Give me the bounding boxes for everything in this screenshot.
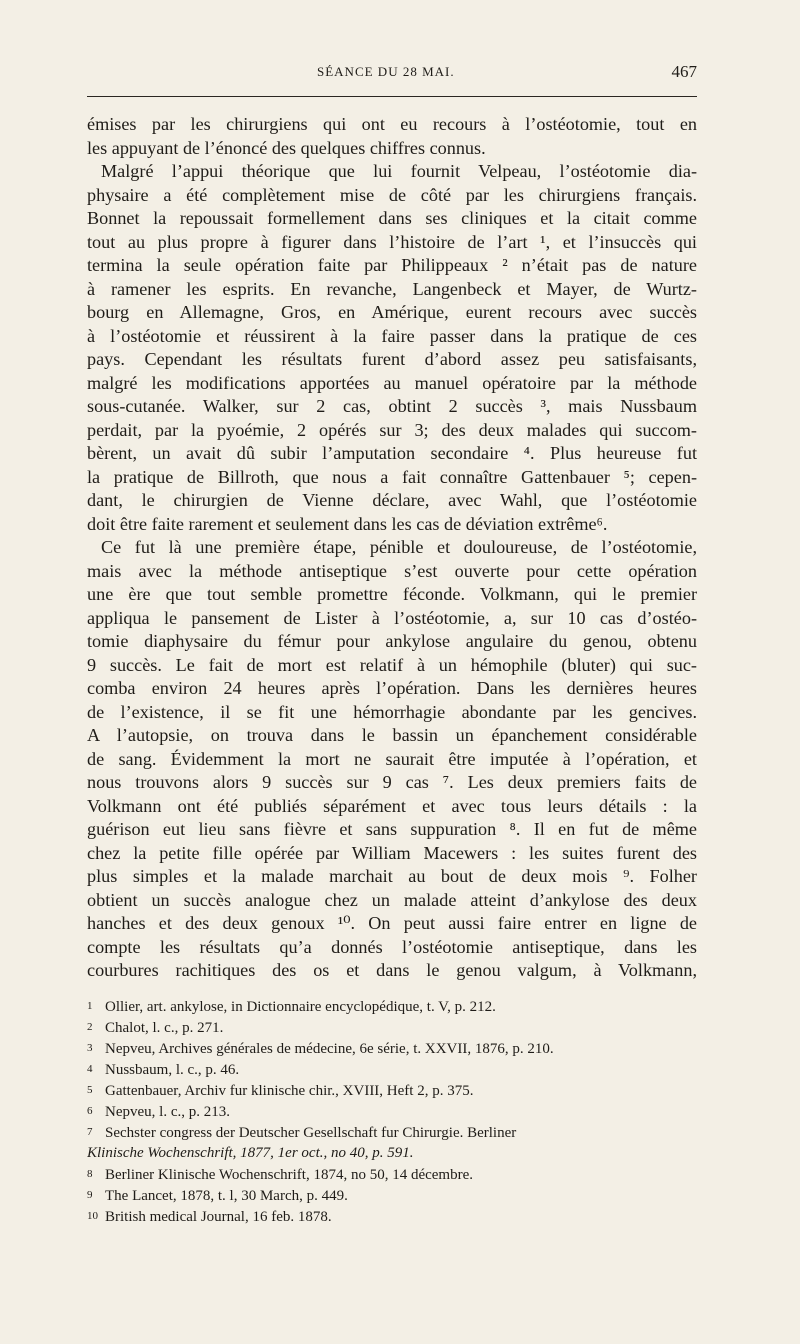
footnote-number: 8 <box>87 1168 93 1180</box>
text-line: tout au plus propre à figurer dans l’histoire de l’art ¹, et l’insuccès qui <box>87 231 697 252</box>
footnotes <box>87 996 707 1227</box>
text-line: termina la seule opération faite par Philippeaux ² n’était pas de nature <box>87 255 697 275</box>
text-line: Volkmann ont été publiés séparément et avec tous leurs détails : la <box>87 795 697 816</box>
footnote-text: Sechster congress der Deutscher Gesellschaft fur Chirurgie. Berliner <box>105 1125 517 1141</box>
text-line: la pratique de Billroth, que nous a fait connaître Gattenbauer ⁵; cepen- <box>87 466 697 487</box>
text-line: obtient un succès analogue chez un malade atteint d’ankylose des deux <box>87 889 697 910</box>
body-text <box>87 113 697 983</box>
text-line: émises par les chirurgiens qui ont eu recours à l’ostéotomie, tout en <box>87 114 697 134</box>
text-line: Malgré l’appui théorique que lui fournit Velpeau, l’ostéotomie dia- <box>101 161 697 181</box>
footnote-text: Berliner Klinische Wochenschrift, 1874, no 50, 14 décembre. <box>105 1167 473 1183</box>
text-line: nous trouvons alors 9 succès sur 9 cas ⁷. Les deux premiers faits de <box>87 772 697 792</box>
footnote-number: 4 <box>87 1063 93 1075</box>
footnote-text: Nepveu, l. c., p. 213. <box>105 1104 230 1120</box>
text-line: hanches et des deux genoux ¹⁰. On peut aussi faire entrer en ligne de <box>87 913 697 933</box>
footnote-text: Chalot, l. c., p. 271. <box>105 1020 224 1036</box>
footnote-number: 2 <box>87 1021 93 1033</box>
footnote-text: Ollier, art. ankylose, in Dictionnaire encyclopédique, t. V, p. 212. <box>105 999 496 1015</box>
footnote <box>87 1017 707 1038</box>
text-line: courbures rachitiques des os et dans le genou valgum, à Volkmann, <box>87 960 697 980</box>
text-line: physaire a été complètement mise de côté par les chirurgiens français. <box>87 184 697 205</box>
footnote-number: 9 <box>87 1189 93 1201</box>
footnote-number: 6 <box>87 1105 93 1117</box>
footnote-continuation <box>87 1143 707 1164</box>
footnote <box>87 1185 707 1206</box>
footnote-number: 3 <box>87 1042 93 1054</box>
footnote <box>87 996 707 1017</box>
footnote-number: 5 <box>87 1084 93 1096</box>
text-line: les appuyant de l’énoncé des quelques chiffres connus. <box>87 137 486 158</box>
footnote-number: 10 <box>87 1210 98 1222</box>
page-number: 467 <box>671 62 697 81</box>
text-line: Bonnet la repoussait formellement dans ses cliniques et la citait comme <box>87 208 697 228</box>
footnote-number: 7 <box>87 1126 93 1138</box>
text-line: malgré les modifications apportées au manuel opératoire par la méthode <box>87 372 697 393</box>
text-line: comba environ 24 heures après l’opération. Dans les dernières heures <box>87 678 697 698</box>
footnote <box>87 1059 707 1080</box>
text-line: de sang. Évidemment la mort ne saurait être imputée à l’opération, et <box>87 748 697 769</box>
text-line: A l’autopsie, on trouva dans le bassin un épanchement considérable <box>87 725 697 745</box>
footnote-text: Nepveu, Archives générales de médecine, 6e série, t. XXVII, 1876, p. 210. <box>105 1041 554 1057</box>
text-line: bourg en Allemagne, Gros, en Amérique, eurent recours avec succès <box>87 302 697 322</box>
running-head: SÉANCE DU 28 MAI. <box>317 64 455 79</box>
footnote <box>87 1080 707 1101</box>
text-line: à l’ostéotomie et réussirent à la faire passer dans la pratique de ces <box>87 325 697 346</box>
footnote-text: The Lancet, 1878, t. l, 30 March, p. 449. <box>105 1188 348 1204</box>
text-line: Ce fut là une première étape, pénible et douloureuse, de l’ostéotomie, <box>101 537 697 557</box>
text-line: guérison eut lieu sans fièvre et sans suppuration ⁸. Il en fut de même <box>87 819 697 839</box>
text-line: chez la petite fille opérée par William Macewers : les suites furent des <box>87 842 697 863</box>
text-line: doit être faite rarement et seulement dans les cas de déviation extrême⁶. <box>87 513 608 534</box>
text-line: plus simples et la malade marchait au bout de deux mois ⁹. Folher <box>87 866 697 886</box>
text-line: sous-cutanée. Walker, sur 2 cas, obtint 2 succès ³, mais Nussbaum <box>87 396 697 416</box>
footnote <box>87 1038 707 1059</box>
footnote <box>87 1122 707 1143</box>
footnote <box>87 1164 707 1185</box>
footnote-number: 1 <box>87 1000 93 1012</box>
text-line: de l’existence, il se fit une hémorrhagie abondante par les gencives. <box>87 701 697 722</box>
footnote-text: Klinische Wochenschrift, 1877, 1er oct., no 40, p. 591. <box>87 1145 414 1161</box>
footnote-text: Nussbaum, l. c., p. 46. <box>105 1062 240 1078</box>
text-line: bèrent, un avait dû subir l’amputation secondaire ⁴. Plus heureuse fut <box>87 443 697 463</box>
text-line: compte les résultats qu’a donnés l’ostéotomie antiseptique, dans les <box>87 936 697 957</box>
footnote <box>87 1101 707 1122</box>
header-rule <box>87 96 697 97</box>
text-line: une ère que tout semble promettre féconde. Volkmann, qui le premier <box>87 584 697 604</box>
footnote-text: British medical Journal, 16 feb. 1878. <box>105 1209 332 1225</box>
text-line: dant, le chirurgien de Vienne déclare, avec Wahl, que l’ostéotomie <box>87 490 697 510</box>
footnote-text: Gattenbauer, Archiv fur klinische chir., XVIII, Heft 2, p. 375. <box>105 1083 474 1099</box>
text-line: pays. Cependant les résultats furent d’abord assez peu satisfaisants, <box>87 349 697 369</box>
text-line: mais avec la méthode antiseptique s’est ouverte pour cette opération <box>87 560 697 581</box>
text-line: à ramener les esprits. En revanche, Langenbeck et Mayer, de Wurtz- <box>87 278 697 299</box>
page-header <box>87 60 697 90</box>
footnote <box>87 1206 707 1227</box>
text-line: appliqua le pansement de Lister à l’ostéotomie, a, sur 10 cas d’ostéo- <box>87 607 697 628</box>
text-line: tomie diaphysaire du fémur pour ankylose angulaire du genou, obtenu <box>87 631 697 651</box>
text-line: perdait, par la pyoémie, 2 opérés sur 3; des deux malades qui succom- <box>87 419 697 440</box>
text-line: 9 succès. Le fait de mort est relatif à un hémophile (bluter) qui suc- <box>87 654 697 675</box>
